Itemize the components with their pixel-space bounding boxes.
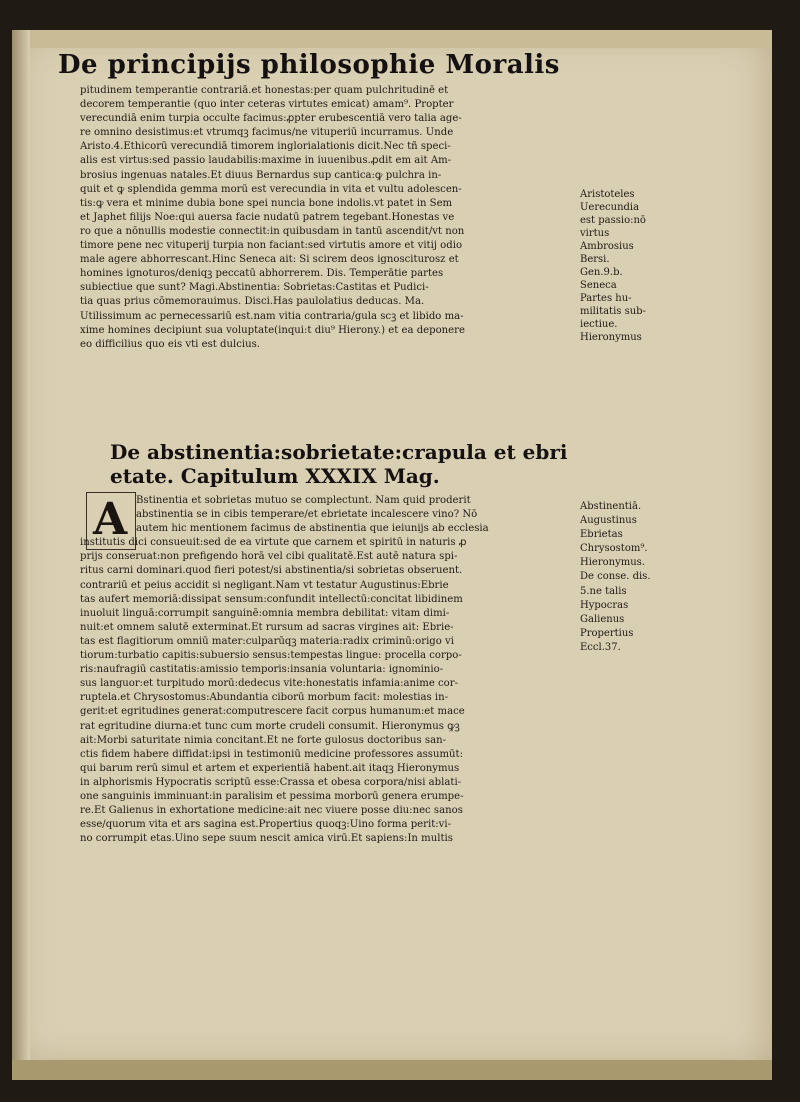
text-line: alis est virtus:sed passio laudabilis:maxime in iuuenibus.ꝓdit em ait Am- xyxy=(80,155,452,167)
text-line: subiectiue que sunt? Magi.Abstinentia: Sobrietas:Castitas et Pudici- xyxy=(80,282,429,294)
text-line: re omnino desistimus:et vtrumqꝫ facimus/ne vituperiū incurramus. Unde xyxy=(80,127,454,139)
text-line: xime homines decipiunt sua voluptate(inqui:t diu⁹ Hierony.) et ea deponere xyxy=(80,324,465,336)
gutter-shadow xyxy=(12,30,30,1070)
marginal-note: De conse. dis. xyxy=(580,571,651,583)
text-line: verecundiā enim turpia occulte facimus:ꝓpter erubescentiā vero talia age- xyxy=(80,113,462,125)
text-line: ruptela.et Chrysostomus:Abundantia ciborū morbum facit: molestias in- xyxy=(80,692,449,704)
text-line: re.Et Galienus in exhortatione medicine:ait nec viuere posse diu:nec sanos xyxy=(80,805,463,817)
marginal-note: Partes hu- xyxy=(580,293,632,304)
running-head: De principijs philosophie Moralis xyxy=(58,50,560,80)
text-line: tas aufert memoriā:dissipat sensum:confundit intellectū:concitat libidinem xyxy=(80,593,463,605)
marginal-note: Aristoteles xyxy=(580,189,635,200)
marginal-note: Abstinentiā. xyxy=(580,501,642,512)
marginal-note: Chrysostom⁹. xyxy=(580,543,648,555)
text-line: rat egritudine diurna:et tunc cum morte crudeli consumit. Hieronymus ꝙꝫ xyxy=(80,720,460,732)
chapter-heading-line: De abstinentia:sobrietate:crapula et ebri xyxy=(110,440,568,464)
marginal-note: Bersi. xyxy=(580,254,610,265)
paragraph-temperance xyxy=(80,84,575,352)
marginal-note: Galienus xyxy=(580,613,625,625)
marginal-note: Hieronymus. xyxy=(580,557,645,569)
text-line: Bstinentia et sobrietas mutuo se complectunt. Nam quid proderit xyxy=(136,495,471,506)
page-top-edge xyxy=(12,30,772,48)
chapter-heading-line: etate. Capitulum XXXIX Mag. xyxy=(110,464,440,488)
text-line: tiorum:turbatio capitis:subuersio sensus:tempestas lingue: procella corpo- xyxy=(80,650,462,662)
marginal-note: militatis sub- xyxy=(580,306,646,317)
text-line: sus languor:et turpitudo morū:dedecus vite:honestatis infamia:anime cor- xyxy=(80,678,458,690)
marginal-note: Ebrietas xyxy=(580,529,623,541)
text-line: ait:Morbi saturitate nimia concitant.Et ne forte gulosus doctoribus san- xyxy=(80,734,447,746)
text-line: qui barum rerū simul et artem et experientiā habent.ait itaqꝫ Hieronymus xyxy=(80,762,460,774)
marginal-note: Hieronymus xyxy=(580,332,642,343)
text-line: no corrumpit etas.Uino sepe suum nescit amica virū.Et sapiens:In multis xyxy=(80,833,453,845)
marginal-note: Hypocras xyxy=(580,599,629,611)
text-line: Aristo.4.Ethicorū verecundiā timorem inglorialationis dicit.Nec tñ speci- xyxy=(80,141,451,153)
text-line: ritus carni dominari.quod fieri potest/si abstinentia/si sobrietas obseruent. xyxy=(80,565,463,577)
text-line: brosius ingenuas natales.Et diuus Bernardus sup cantica:ꝙ pulchra in- xyxy=(80,169,442,181)
marginal-note: Uerecundia xyxy=(580,202,640,213)
paragraph-abstinence xyxy=(80,494,575,846)
text-line: male agere abhorrescant.Hinc Seneca ait: Si scirem deos ignosciturosz et xyxy=(80,254,459,266)
text-line: quit et ꝙ splendida gemma morū est verecundia in vita et vultu adolescen- xyxy=(80,183,462,195)
text-line: contrariū et peius accidit si negligant.Nam vt testatur Augustinus:Ebrie xyxy=(80,579,449,591)
text-line: ro que a nōnullis modestie connectit:in quibusdam in tantū ascendit/vt non xyxy=(80,225,465,237)
text-line: tas est flagitiorum omniū mater:culparūqꝫ materia:radix criminū:origo vi xyxy=(80,635,454,647)
text-line: tis:ꝙ vera et minime dubia bone spei nuncia bone indolis.vt patet in Sem xyxy=(80,197,453,209)
chapter-heading xyxy=(110,440,610,488)
marginalia-top xyxy=(580,188,690,344)
page-bottom-edge xyxy=(12,1060,772,1080)
text-line: timore pene nec vituperij turpia non faciant:sed virtutis amore et vitij odio xyxy=(80,240,463,252)
text-line: autem hic mentionem facimus de abstinentia que ieiunijs ab ecclesia xyxy=(136,523,489,535)
text-line: tia quas prius cōmemorauimus. Disci.Has paulolatius deducas. Ma. xyxy=(80,296,425,308)
text-line: homines ignoturos/deniqꝫ peccatū abhorrerem. Dis. Temperātie partes xyxy=(80,268,444,280)
marginal-note: 5.ne talis xyxy=(580,585,627,597)
text-line: abstinentia se in cibis temperare/et ebrietate incalescere vino? Nō xyxy=(136,509,478,521)
text-line: prijs conseruat:non prefigendo horā vel cibi qualitatē.Est autē natura spi- xyxy=(80,551,458,563)
marginal-note: est passio:nō xyxy=(580,215,646,226)
text-line: ctis fidem habere diffidat:ipsi in testimoniū medicine professores assumūt: xyxy=(80,748,463,760)
text-line: gerit:et egritudines generat:computrescere facit corpus humanum:et mace xyxy=(80,706,465,718)
marginal-note: virtus xyxy=(580,228,610,239)
text-line: eo difficilius quo eis vti est dulcius. xyxy=(80,338,260,350)
marginalia-bottom xyxy=(580,500,690,655)
marginal-note: iectiue. xyxy=(580,319,618,330)
text-line: et Japhet filijs Noe:qui auersa facie nudatū patrem tegebant.Honestas ve xyxy=(80,211,455,223)
text-line: in alphorismis Hypocratis scriptū esse:Crassa et obesa corpora/nisi ablati- xyxy=(80,776,462,788)
marginal-note: Propertius xyxy=(580,627,634,639)
text-line: decorem temperantie (quo inter ceteras virtutes emicat) amam⁹. Propter xyxy=(80,99,454,111)
text-line: pitudinem temperantie contrariā.et honestas:per quam pulchritudinē et xyxy=(80,85,449,96)
marginal-note: Gen.9.b. xyxy=(580,267,623,278)
text-line: esse/quorum vita et ars sagina est.Propertius quoqꝫ:Uino forma perit:vi- xyxy=(80,819,451,831)
initial-letter: A xyxy=(93,494,128,545)
marginal-note: Eccl.37. xyxy=(580,641,621,653)
marginal-note: Ambrosius xyxy=(580,241,634,252)
text-line: one sanguinis imminuant:in paralisim et pessima morborū genera erumpe- xyxy=(80,790,464,802)
text-line: nuit:et omnem salutē exterminat.Et rursum ad sacras virgines ait: Ebrie- xyxy=(80,621,454,633)
text-line: ris:naufragiū castitatis:amissio temporis:insania voluntaria: ignominio- xyxy=(80,664,444,676)
marginal-note: Seneca xyxy=(580,280,617,291)
marginal-note: Augustinus xyxy=(580,515,637,527)
text-line: inuoluit linguā:corrumpit sanguinē:omnia membra debilitat: vitam dimi- xyxy=(80,607,450,619)
text-line: institutis dici consueuit:sed de ea virtute que carnem et spiritū in naturis ꝓ xyxy=(80,537,467,549)
text-line: Utilissimum ac pernecessariū est.nam vitia contraria/gula scꝫ et libido ma- xyxy=(80,310,464,322)
